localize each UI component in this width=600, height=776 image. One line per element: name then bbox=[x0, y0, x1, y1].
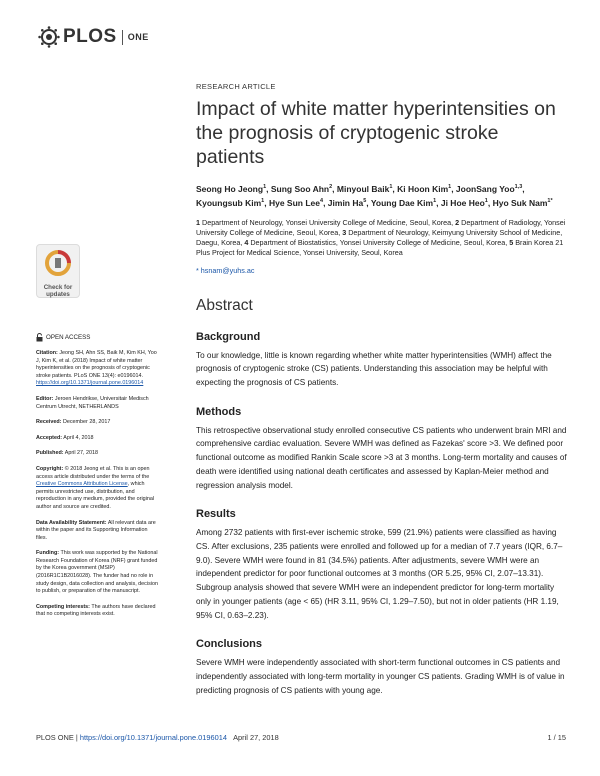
competing-interests bbox=[36, 604, 160, 619]
citation-text: Jeong SH, Ahn SS, Baik M, Kim KH, Yoo J, Kim K, et al. (2018) Impact of white matter hyperintensities on the prognosis of cryptogenic stroke patients. PLoS ONE 13(4): e0196014. bbox=[36, 350, 157, 379]
funding bbox=[36, 550, 160, 596]
author-name: Minyoul Baik$^1$ bbox=[336, 183, 393, 194]
funding-text: This work was supported by the National Research Foundation of Korea (NRF) grant funded by the Korea government (MSIP) (2016R1C1B2016028). The funder had no role in study design, data collection and analysis, decision to publish, or preparation of the manuscript. bbox=[36, 550, 158, 595]
accepted-text: April 4, 2018 bbox=[63, 434, 94, 441]
author-affiliation-mark: 1 bbox=[389, 184, 393, 190]
logo-divider bbox=[122, 30, 123, 45]
footer-separator: | bbox=[75, 733, 78, 742]
corresponding-email[interactable]: * hsnam@yuhs.ac bbox=[196, 265, 255, 275]
author-affiliation-mark: 4 bbox=[320, 197, 324, 204]
affiliation-text: Department of Neurology, Keimyung University School of Medicine, Daegu, Korea, bbox=[196, 227, 563, 247]
check-for-updates-badge[interactable] bbox=[36, 244, 80, 298]
methods-heading: Methods bbox=[196, 405, 242, 418]
open-lock-icon bbox=[36, 333, 43, 342]
article-title: Impact of white matter hyperintensities on the prognosis of cryptogenic stroke patients bbox=[196, 98, 556, 168]
author-affiliation-mark: 1 bbox=[263, 184, 267, 190]
author-affiliation-mark: 1,3 bbox=[514, 184, 523, 190]
article-type: RESEARCH ARTICLE bbox=[196, 82, 276, 91]
logo-plos-text: PLOS bbox=[63, 26, 117, 47]
published-text: April 27, 2018 bbox=[64, 450, 99, 457]
citation-doi-link[interactable]: https://doi.org/10.1371/journal.pone.0196014 bbox=[36, 380, 144, 387]
background-text: To our knowledge, little is known regarding whether white matter hyperintensities (WMH) affect the prognosis of cryptogenic stroke (CS) patients. Understanding this association may be helpful with expecting the prognosis of CS patients. bbox=[196, 350, 552, 388]
editor bbox=[36, 396, 160, 411]
methods-text: This retrospective observational study enrolled consecutive CS patients who underwent brain MRI and comprehensive cardiac evaluation. Severe WMH was defined as Fazekas' score >3. We defined poor functional outcome as modified Rankin Scale score >3 at 3 months. Long-term mortality and causes of death were identified using national death certificates and assessed by Kaplan-Meier method and regression analysis model. bbox=[196, 425, 567, 490]
author-affiliation-mark: 5 bbox=[363, 197, 367, 204]
author-name: Ji Hoe Heo$^1$ bbox=[440, 197, 488, 208]
author-affiliation-mark: 1* bbox=[547, 197, 553, 204]
published bbox=[36, 450, 160, 458]
author-name: Jimin Ha$^5$ bbox=[327, 197, 367, 208]
check-updates-label: Check for updates bbox=[43, 284, 73, 298]
author-list: Seong Ho Jeong$^1$, Sung Soo Ahn$^2$, Minyoul Baik$^1$, Ki Hoon Kim$^1$, JoonSang Yoo$^{1,3}$, Kyoungsub Kim$^1$, Hye Sun Lee$^4$, Jimin Ha$^5$, Young Dae Kim$^1$, Ji Hoe Heo$^1$, Hyo Suk Nam$^{1*}$ bbox=[196, 183, 553, 208]
plos-logo-icon bbox=[38, 26, 60, 48]
funding-label: Funding: bbox=[36, 550, 60, 557]
published-label: Published: bbox=[36, 450, 64, 457]
received bbox=[36, 419, 160, 427]
author-affiliation-mark: 1 bbox=[484, 197, 488, 204]
affiliation-text: Department of Neurology, Yonsei University College of Medicine, Seoul, Korea, bbox=[202, 217, 456, 227]
copyright-label: Copyright: bbox=[36, 465, 64, 472]
page-number: 1 / 15 bbox=[547, 733, 566, 742]
data-availability bbox=[36, 520, 160, 543]
author-name: Seong Ho Jeong$^1$ bbox=[196, 183, 267, 194]
citation bbox=[36, 350, 160, 388]
plos-one-logo bbox=[38, 26, 149, 48]
open-access-label bbox=[36, 333, 160, 342]
received-label: Received: bbox=[36, 419, 62, 426]
editor-label: Editor: bbox=[36, 395, 54, 402]
background-heading: Background bbox=[196, 330, 261, 343]
author-affiliation-mark: 1 bbox=[433, 197, 437, 204]
affiliation-number: 3 bbox=[342, 227, 349, 237]
affiliation-number: 5 bbox=[509, 237, 516, 247]
main-column bbox=[196, 82, 568, 697]
results-heading: Results bbox=[196, 508, 236, 521]
competing-interests-text: The authors have declared that no competing interests exist. bbox=[36, 603, 156, 618]
sidebar-metadata bbox=[36, 333, 160, 627]
conclusions-heading: Conclusions bbox=[196, 638, 263, 651]
affiliations bbox=[196, 218, 568, 258]
author-affiliation-mark: 1 bbox=[261, 197, 265, 204]
citation-label: Citation: bbox=[36, 350, 58, 356]
affiliation-text: Brain Korea 21 Plus Project for Medical Science, Yonsei University, Seoul, Korea bbox=[196, 237, 564, 257]
affiliation-number: 4 bbox=[244, 237, 251, 247]
received-text: December 28, 2017 bbox=[62, 419, 111, 426]
footer-date: April 27, 2018 bbox=[233, 733, 279, 742]
conclusions-text: Severe WMH were independently associated with short-term functional outcomes in CS patients and independently associated with long-term mortality in younger CS patients. Grading WMH is of value in predicting prognosis of CS patients with young age. bbox=[196, 658, 565, 695]
copyright-text: © 2018 Jeong et al. This is an open access article distributed under the terms of the bbox=[36, 465, 150, 480]
author-name: Kyoungsub Kim$^1$ bbox=[196, 197, 265, 208]
data-availability-label: Data Availability Statement: bbox=[36, 519, 107, 526]
author-affiliation-mark: 2 bbox=[329, 184, 333, 190]
data-availability-text: All relevant data are within the paper and its Supporting Information files. bbox=[36, 519, 156, 541]
affiliation-number: 2 bbox=[455, 217, 462, 227]
accepted-label: Accepted: bbox=[36, 434, 63, 441]
accepted bbox=[36, 435, 160, 443]
abstract-heading: Abstract bbox=[196, 296, 253, 314]
license-link[interactable]: Creative Commons Attribution License bbox=[36, 481, 128, 488]
check-updates-icon bbox=[45, 250, 71, 276]
footer-journal: PLOS ONE bbox=[36, 733, 74, 742]
copyright-text-end: , which permits unrestricted use, distribution, and reproduction in any medium, provided the original author and source are credited. bbox=[36, 481, 155, 510]
footer-doi-link[interactable]: https://doi.org/10.1371/journal.pone.0196014 bbox=[79, 733, 227, 742]
editor-text: Jeroen Hendrikse, Universitair Medisch Centrum Utrecht, NETHERLANDS bbox=[36, 395, 149, 410]
author-name: Hyo Suk Nam$^{1*}$ bbox=[492, 197, 553, 208]
page-footer bbox=[36, 733, 566, 742]
logo-one-text: ONE bbox=[127, 32, 149, 42]
author-name: JoonSang Yoo$^{1,3}$ bbox=[455, 183, 523, 194]
author-affiliation-mark: 1 bbox=[448, 184, 452, 190]
competing-interests-label: Competing interests: bbox=[36, 603, 90, 610]
copyright bbox=[36, 466, 160, 512]
affiliation-text: Department of Radiology, Yonsei University College of Medicine, Seoul, Korea, bbox=[196, 217, 566, 237]
author-name: Ki Hoon Kim$^1$ bbox=[397, 183, 452, 194]
results-text: Among 2732 patients with first-ever ischemic stroke, 599 (21.9%) patients were classified as having CS. After exclusions, 235 patients were enrolled and followed up for a median of 7.7 years (IQR, 6.7–9.0). Severe WMH were found in 81 (34.5%) patients. After adjustments, severe WMH were an independent predictor for poor functional outcomes at 3 months (OR 5.25, 95% CI, 2.07–13.31). Subgroup analysis showed that severe WMH were an independent predictor for long-term mortality only in younger patients (age < 65) (HR 3.11, 95% CI, 1.29–7.50), but not in older patients (HR 1.19, 95% CI, 0.63–2.23). bbox=[196, 528, 563, 620]
author-name: Hye Sun Lee$^4$ bbox=[268, 197, 324, 208]
affiliation-number: 1 bbox=[196, 217, 202, 227]
affiliation-text: Department of Biostatistics, Yonsei University College of Medicine, Seoul, Korea, bbox=[250, 237, 510, 247]
author-name: Young Dae Kim$^1$ bbox=[370, 197, 437, 208]
author-name: Sung Soo Ahn$^2$ bbox=[270, 183, 333, 194]
open-access-text: OPEN ACCESS bbox=[46, 333, 91, 341]
